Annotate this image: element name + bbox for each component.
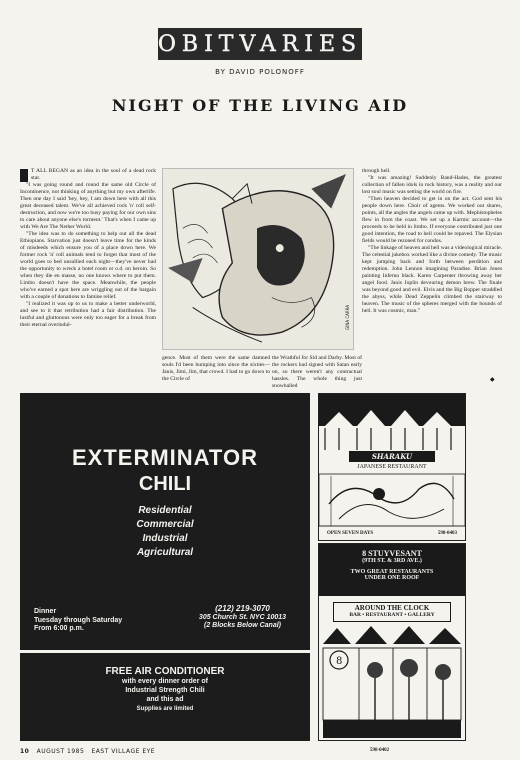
ad-offer-title: FREE AIR CONDITIONER — [105, 666, 225, 677]
open-hours: OPEN SEVEN DAYS — [327, 531, 374, 536]
article-column-3: the Wrathful for Sid and Darby. Most of the rockers had signed with Satan early on, so there weren't any contractual hassles. The whole thing just snowballed — [272, 355, 362, 389]
paragraph: "I realized it was up to us to make a better underworld, and see to it that retribution had a fair distribution. The lustful and gluttonous were only too eager for a break from their eternal overindul- — [20, 301, 156, 328]
article-column-4 — [362, 168, 502, 398]
paragraph: T ALL BEGAN as an idea in the soul of a dead rock star. — [31, 168, 156, 181]
section-masthead — [158, 28, 362, 60]
page-number: 10 — [20, 748, 30, 755]
article-headline: NIGHT OF THE LIVING AID — [111, 96, 409, 115]
ad-exterminator-chili — [20, 393, 310, 741]
ad-offer-line: Supplies are limited — [136, 706, 194, 712]
illustration — [162, 168, 354, 350]
ad-sharaku — [318, 393, 466, 541]
paragraph: "It was amazing! Suddenly Band-Hades, the greatest collection of fallen idols in rock history, was a reality and our lost soul music was setting the world on fire. — [362, 175, 502, 195]
svg-text:8: 8 — [336, 656, 343, 667]
page-footer — [20, 748, 155, 755]
ad-offer-line: with every dinner order of — [122, 678, 208, 685]
article-column-1 — [20, 168, 156, 388]
byline: BY DAVID POLONOFF — [215, 68, 305, 76]
ad-title-line-1: EXTERMINATOR — [72, 445, 258, 470]
paragraph: "I was going round and round the same old Circle of Incontinence, not thinking of anything but my own afterlife. Then one day I said 'hey, hey, I am down here with all this great deceased talent. We've all achieved rock 'n' roll self-destruction, and now we're too busy paying for our own sins to care about anyone else's torment.' That's when I came up with We Are The Nether World. — [20, 182, 156, 230]
article-column-2: gence. Most of them were the same damned souls I'd been bumping into since the sixties—Janis, Jimi, Jim, that crowd. I had to go down to the Circle of — [162, 355, 270, 382]
ad-offer-line: Industrial Strength Chili — [125, 687, 205, 694]
ad-title-line-2: CHILI — [138, 473, 192, 495]
ad-category: Industrial — [142, 533, 188, 544]
ad-offer-line: and this ad — [146, 696, 184, 703]
restaurant-type: JAPANESE RESTAURANT — [357, 464, 427, 470]
ad-banner: AROUND THE CLOCK BAR • RESTAURANT • GALLERY — [333, 602, 451, 622]
phone-number: 598-0403 — [437, 531, 457, 536]
publication-name: EAST VILLAGE EYE — [91, 748, 156, 755]
paragraph: "The linkage of heaven and hell was a videological miracle. The celestial jukebox worked like a divine comedy. The music kept jumping back and forth between perdition and redemption. John Lennon imagining Paradise. Brian Jones painting Inferno black. Karen Carpenter throwing away her angel food. Janis Joplin devouring demon brew. The finale was beyond good and evil. Elvis and the Big Bopper straddled the abyss, while Dead Zeppelin climbed the stairway to heaven. The music of the spheres merged with the hounds of hell. It was cosmic, man." — [362, 245, 502, 314]
paragraph: "Then heaven decided to get in on the act. God sent his people down here. Choir of agents. We worked out shares, points, all the angles the angels came up with. Mephistopheles flew in from the coast. We set up a Karmic account—the proceeds to be held in limbo. If everyone contributed just one good intention, the road to hell could be repaved. The Elysian fields would be rezoned for condos. — [362, 196, 502, 244]
illustration-credit: GINA CARRA — [345, 305, 350, 330]
ad-hours: Dinner Tuesday through Saturday From 6:00 p.m. — [34, 608, 123, 632]
ad-contact: (212) 219-3070 305 Church St. NYC 10013 (2 Blocks Below Canal) — [198, 604, 287, 629]
ad-around-the-clock — [318, 543, 466, 741]
ad-footer — [327, 531, 457, 536]
ad-header: 8 STUYVESANT (9TH ST. & 3RD AVE.) TWO GREAT RESTAURANTS UNDER ONE ROOF — [319, 544, 465, 596]
section-title: OBITVARIES — [157, 31, 363, 57]
paragraph: "The idea was to do something to help out all the dead Ethiopians. Starvation just doesn't leave time for the kinds of misdeeds which ensure you of a place down here. We former rock 'n' roll animals tend to forget that most of the world goes to bed unsullied each night—they've never had the opportunity to wreck a hotel room or o.d. on heroin. So when they die en masse, no one knows where to put them. Limbo doesn't have the space. Meanwhile, the people who've earned a spot here are wriggling out of the bargain with a couple of donations to famine relief. — [20, 231, 156, 300]
demon-illustration — [163, 169, 353, 349]
restaurant-sign: SHARAKU — [349, 451, 435, 462]
ad-category: Residential — [138, 505, 192, 516]
paragraph: through hell. — [362, 168, 391, 174]
ad-category: Commercial — [136, 519, 194, 530]
storefront-drawing — [319, 624, 465, 740]
end-mark-icon: ◆ — [490, 376, 495, 383]
issue-date: AUGUST 1985 — [36, 748, 85, 755]
ad-divider — [20, 650, 310, 653]
drop-cap-bar — [20, 169, 28, 182]
ad-category: Agricultural — [136, 547, 194, 558]
phone-number: 598-0402 — [370, 748, 390, 753]
